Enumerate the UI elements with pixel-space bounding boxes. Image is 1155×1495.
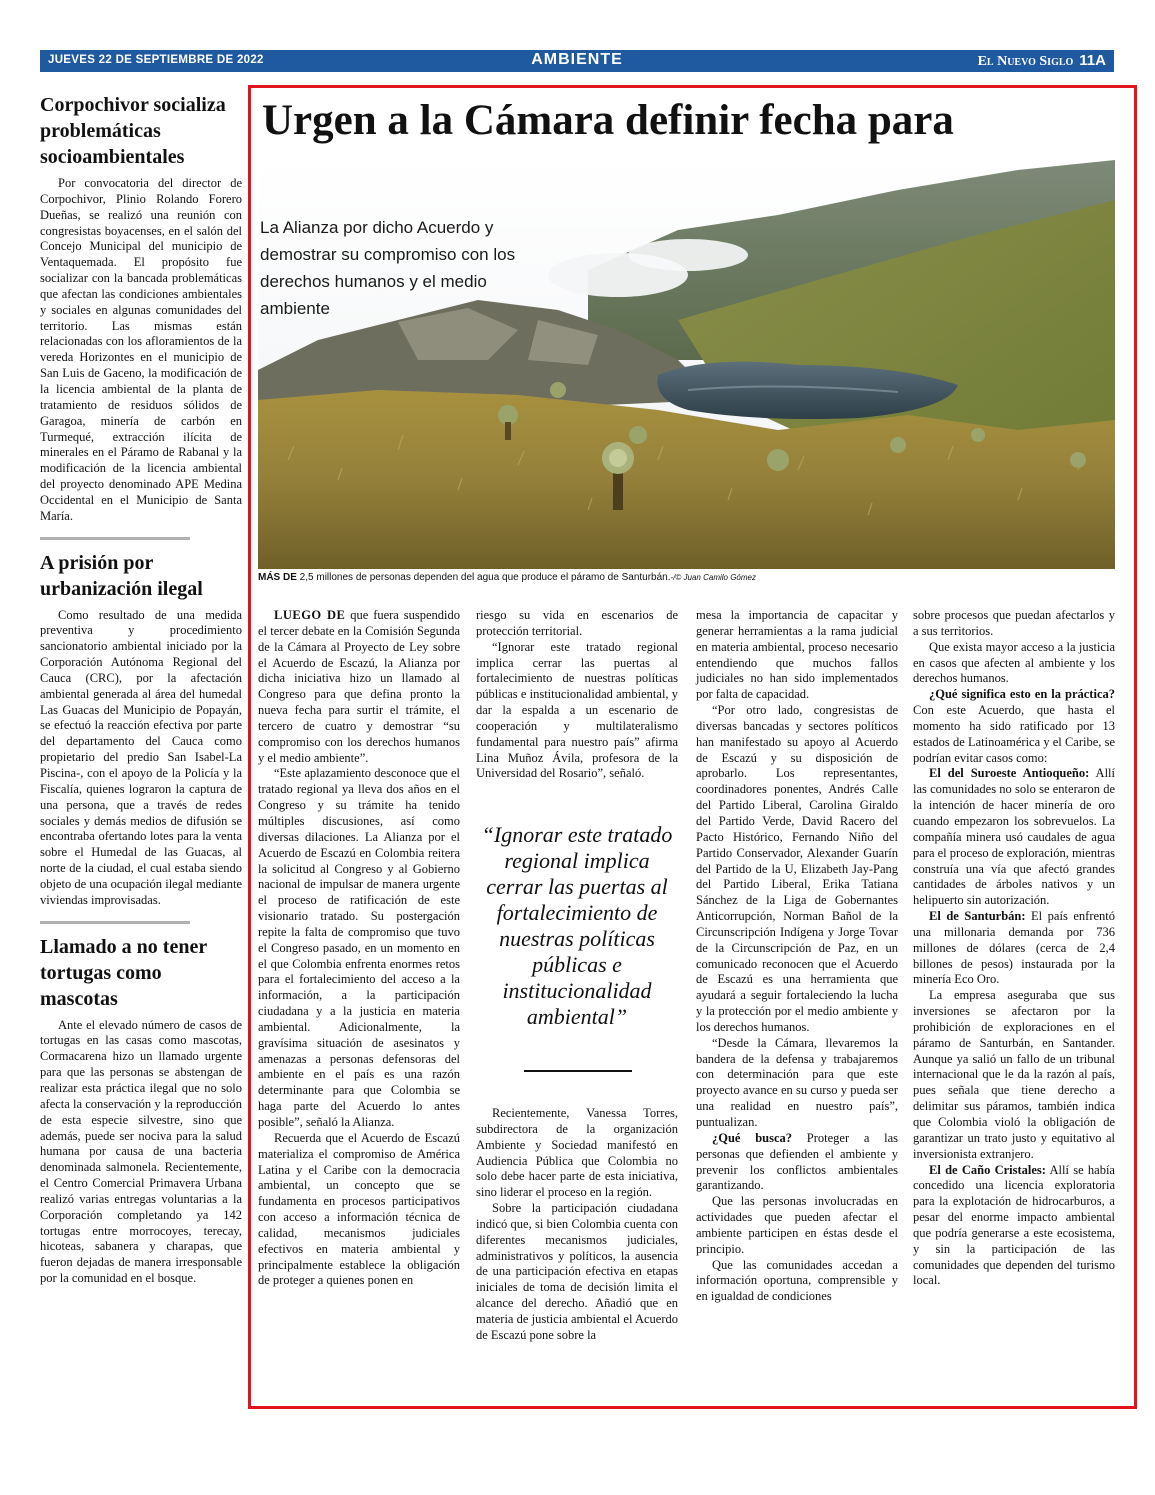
brief-headline: Corpochivor socializa problemáticas socioambientales	[40, 94, 226, 168]
brief-body: Por convocatoria del director de Corpochivor, Plinio Rolando Forero Dueñas, se realizó una reunión con congresistas boyacenses, en el salón del Concejo Municipal del municipio de Ventaquemada. El propósito fue socializar con la bancada problemáticas que afectan las condiciones ambientales y sociales en algunas comunidades del territorio. Las mismas están relacionadas con los afloramientos de la vereda Horizontes en el municipio de San Luis de Gaceno, la modificación de la licencia ambiental de la planta de tratamiento de residuos sólidos de Garagoa, minería de carbón en Turmequé, extracción ilícita de minerales en el Páramo de Rabanal y la modificación de la licencia ambiental del proyecto denominado APE Medina Occidental en el Municipio de Santa María.	[40, 176, 242, 523]
paragraph: Recuerda que el Acuerdo de Escazú materializa el compromiso de América Latina y el Caribe con la democracia ambiental, un concepto que se fundamenta en procesos participativos con acceso a información técnica de calidad, mecanismos judiciales efectivos en materia ambiental y principalmente establece la obligación de proteger a quienes ponen en	[258, 1130, 460, 1288]
paragraph: Que las comunidades accedan a información oportuna, comprensible y en igualdad de condiciones	[696, 1257, 898, 1304]
page-info	[978, 52, 1106, 70]
photo-credit: -/© Juan Camilo Gómez	[670, 573, 756, 582]
brief-story	[40, 550, 242, 909]
brief-headline: A prisión por urbanización ilegal	[40, 551, 203, 600]
paragraph	[913, 909, 1115, 988]
article-column-2-continued	[476, 1106, 678, 1344]
divider	[40, 921, 190, 924]
paragraph	[258, 608, 460, 766]
paragraph: mesa la importancia de capacitar y generar herramientas a la rama judicial en materia ambiental, proceso necesario entendiendo que muchos fallos judiciales no han sido implementados por falta de capacidad.	[696, 608, 898, 702]
article-column-1	[258, 608, 460, 1289]
pull-quote: “Ignorar este tratado regional implica cerrar las puertas al fortalecimiento de nuestras políticas públicas e institucionalidad ambiental”	[481, 822, 673, 1029]
subheading: ¿Qué significa esto en la práctica?	[929, 687, 1115, 702]
paragraph: Que exista mayor acceso a la justicia en casos que afecten al ambiente y los derechos humanos.	[913, 639, 1115, 686]
section-title: AMBIENTE	[531, 51, 623, 68]
paragraph-text: Proteger a las personas que defienden el ambiente y prevenir los conflictos ambientales garantizando.	[696, 1130, 899, 1193]
paragraph	[913, 766, 1115, 909]
paragraph: Recientemente, Vanessa Torres, subdirectora de la organización Ambiente y Sociedad manifestó en Audiencia Pública que Colombia no solo debe hacer parte de esta iniciativa, sino liderar el proceso en la región.	[476, 1106, 678, 1200]
photo-caption	[258, 572, 1115, 583]
caption-text: 2,5 millones de personas dependen del agua que produce el páramo de Santurbán.	[296, 572, 671, 583]
lead-in: LUEGO DE	[274, 608, 346, 622]
paragraph: Sobre la participación ciudadana indicó que, si bien Colombia cuenta con diferentes mecanismos judiciales, administrativos y políticos, la ausencia de una participación efectiva en etapas iniciales de toma de decisión limita el alcance del derecho. Añadió que en materia de justicia ambiental el Acuerdo de Escazú pone sobre la	[476, 1201, 678, 1342]
paragraph: “Desde la Cámara, llevaremos la bandera de la defensa y trabajaremos con determinación para que este proyecto avance en su curso y pueda ser una realidad en nuestro país”, puntualizan.	[696, 1035, 898, 1129]
paragraph-text: Allí las comunidades no solo se enteraron de la intención de hacer minería de oro cuando empezaron los sobrevuelos. La compañía minera usó caudales de agua para el proceso de exploración, mientras construía una vía que afectó grandes cantidades de árboles nativos y un helipuerto sin autorización.	[913, 766, 1116, 908]
subheading: El de Santurbán:	[929, 909, 1026, 924]
divider	[40, 537, 190, 540]
brief-story	[40, 934, 242, 1287]
paragraph: La empresa aseguraba que sus inversiones se afectaron por la prohibición de exploraciones en el páramo de Santurbán, en Santander. Aunque ya salió un fallo de un tribunal internacional que le da la razón al país, pues señala que tiene derecho a delimitar sus páramos, también indica que Colombia violó la obligación de garantizar un trato justo y equitativo al inversionista extranjero.	[913, 988, 1115, 1161]
article-subhead: La Alianza por dicho Acuerdo y demostrar su compromiso con los derechos humanos y el medio ambiente	[260, 218, 516, 318]
article-column-4	[913, 608, 1115, 1289]
page-header-bar	[40, 50, 1114, 72]
brief-body: Como resultado de una medida preventiva y procedimiento sancionatorio ambiental iniciado por la Corporación Autónoma Regional del Cauca (CRC), por la afectación ambiental generada al área del humedal Las Guacas del Municipio de Popayán, se efectuó la reacción efectiva por parte del departamento del Cauca como propietario del predio San Isabel-La Piscina-, con el apoyo de la Policía y la Fiscalía, quienes lograron la captura de una persona, que a través de redes sociales y demás medios de difusión se encontraba ofertando lotes para la venta sobre el Humedal de las Guacas, al norte de la ciudad, el cual estaba siendo objeto de una ocupación ilegal mediante viviendas improvisadas.	[40, 607, 242, 907]
subheading: El del Suroeste Antioqueño:	[929, 766, 1090, 781]
paragraph: riesgo su vida en escenarios de protección territorial.	[476, 608, 678, 638]
newspaper-name: El Nuevo Siglo	[977, 54, 1074, 69]
paragraph-text: Con este Acuerdo, que hasta el momento ha sido ratificado por 13 estados de Latinoamérica y el Caribe, se podrían evitar casos como:	[913, 703, 1115, 765]
paragraph	[696, 1131, 898, 1194]
main-headline: Urgen a la Cámara definir fecha para	[262, 97, 954, 144]
paragraph: “Ignorar este tratado regional implica cerrar las puertas al fortalecimiento de nuestras políticas públicas e institucionalidad ambiental, y dar la espalda a un escenario de cooperación y multilateralismo fundamental para nuestro país” afirma Lina Muñoz Ávila, profesora de la Universidad del Rosario”, señaló.	[476, 639, 678, 781]
paragraph	[913, 1163, 1115, 1290]
article-column-2	[476, 608, 678, 782]
issue-date: JUEVES 22 DE SEPTIEMBRE DE 2022	[48, 54, 264, 66]
page-number: 11A	[1079, 52, 1106, 69]
paragraph	[913, 687, 1115, 766]
brief-headline: Llamado a no tener tortugas como mascotas	[40, 935, 207, 1010]
subheading: El de Caño Cristales:	[929, 1162, 1046, 1177]
article-column-3	[696, 608, 898, 1305]
paragraph-text: que fuera suspendido el tercer debate en la Comisión Segunda de la Cámara al Proyecto de Ley sobre el Acuerdo de Escazú, la Alianza por dicha iniciativa hizo un llamado al Congreso para que defina pronto la nueva fecha para surtir el trámite, el tercero de cuatro y demostrar “su compromiso con los derechos humanos y el medio ambiente”.	[258, 608, 460, 765]
brief-body: Ante el elevado número de casos de tortugas en las casas como mascotas, Cormacarena hizo un llamado urgente para que las personas se abstengan de realizar esta práctica ilegal que no solo afecta la conservación y la reproducción de esta especie silvestre, sino que además, puede ser nociva para la salud humana por causa de una bacteria denominada salmonela. Recientemente, el Centro Comercial Primavera Urbana realizó varias entregas voluntarias a la Corporación completando ya 142 tortugas entre morrocoyes, terecay, hicoteas, sabanera y charapas, que fueron dejadas de manera irresponsable por la comunidad en el bosque.	[40, 1017, 242, 1286]
paragraph: sobre procesos que puedan afectarlos y a sus territorios.	[913, 608, 1115, 638]
brief-story	[40, 92, 242, 525]
paragraph: “Por otro lado, congresistas de diversas bancadas y sectores políticos han manifestado su apoyo al Acuerdo de Escazú y su disposición de aprobarlo. Los representantes, coordinadores ponentes, Andrés Calle del Partido Liberal, Carolina Giraldo del Partido Verde, David Racero del Pacto Histórico, Fernando Niño del Partido Conservador, Alexander Guarín del Partido de la U, Elizabeth Jay-Pang del Partido Liberal, Erika Tatiana Sánchez de la Liga de Gobernantes Anticorrupción, Norman Bañol de la Circunscripción Indígena y Jorge Tovar de la Circunscripción de Paz, en un comunicado reconocen que el Acuerdo de Escazú es una herramienta que ayudará a seguir fortaleciendo la lucha y la protección por el medio ambiente y los derechos humanos.	[696, 703, 898, 1034]
sidebar-briefs	[40, 92, 242, 1287]
paragraph-text: Allí se había concedido una licencia exploratoria para la explotación de hidrocarburos, a pesar del enorme impacto ambiental que podría generarse a este ecosistema, y sin la participación de las comunidades que dependen del turismo local.	[913, 1162, 1115, 1288]
divider	[524, 1070, 632, 1072]
paragraph: “Este aplazamiento desconoce que el tratado regional ya lleva dos años en el Congreso y su trámite ha tenido múltiples discusiones, así como diversas dilaciones. La Alianza por el Acuerdo de Escazú en Colombia reitera la solicitud al Congreso y al Gobierno nacional de impulsar de manera urgente el proceso de ratificación de este visionario tratado. Su postergación repite la falta de compromiso que tuvo el Congreso pasado, en un momento en el que Colombia enfrenta enormes retos para el fortalecimiento del acceso a la información, a la participación ciudadana y a la justicia en materia ambiental. Adicionalmente, la gravísima situación de asesinatos y amenazas a personas defensoras del ambiente en el país es una razón determinante para que Colombia se haga parte del Acuerdo lo antes posible”, señaló la Alianza.	[258, 766, 460, 1129]
subheading: ¿Qué busca?	[712, 1130, 793, 1145]
caption-lead: MÁS DE	[258, 572, 297, 583]
paragraph-text: El país enfrentó una millonaria demanda por 736 millones de dólares (cerca de 2,4 billones de pesos) instaurada por la minería Eco Oro.	[913, 909, 1115, 987]
paragraph: Que las personas involucradas en actividades que pueden afectar el ambiente participen en éstas desde el principio.	[696, 1194, 898, 1256]
